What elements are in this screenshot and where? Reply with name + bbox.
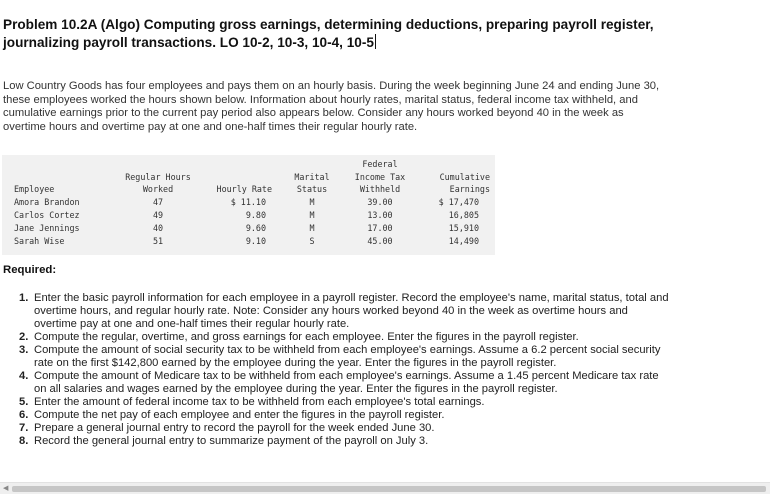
header-hours: Regular Hours	[125, 172, 191, 182]
step-line: overtime pay at one and one-half times their regular hourly rate.	[34, 318, 350, 330]
step-line: Compute the regular, overtime, and gross earnings for each employee. Enter the figures in the payroll register.	[34, 331, 579, 343]
cell-rate: 9.60	[245, 223, 266, 233]
cell-rate: $ 11.10	[230, 197, 266, 207]
text-cursor	[375, 34, 376, 49]
step-number: 2.	[19, 331, 29, 343]
problem-title-line-1: Problem 10.2A (Algo) Computing gross earnings, determining deductions, preparing payroll register,	[3, 17, 654, 32]
cell-hours: 47	[152, 197, 164, 207]
cell-cumulative: $ 17,470	[438, 197, 479, 207]
step-item	[19, 396, 754, 409]
header-status: Marital	[294, 172, 330, 182]
cell-cumulative: 14,490	[448, 236, 479, 246]
step-line: overtime hours, and regular hourly rate. Note: Consider any hours worked beyond 40 in the week as overtime hours and	[34, 305, 628, 317]
step-number: 7.	[19, 422, 29, 434]
cell-cumulative: 16,805	[448, 210, 479, 220]
step-line: rate on the first $142,800 earned by the employee during the year. Enter the figures in the payroll register.	[34, 357, 557, 369]
step-item	[19, 344, 754, 370]
step-item	[19, 409, 754, 422]
cell-status: M	[309, 210, 315, 220]
step-number: 5.	[19, 396, 29, 408]
header-status: Status	[296, 184, 328, 194]
cell-cumulative: 15,910	[448, 223, 479, 233]
step-number: 1.	[19, 292, 29, 304]
cell-fit: 39.00	[367, 197, 393, 207]
step-item	[19, 422, 754, 435]
cell-rate: 9.80	[245, 210, 266, 220]
cell-rate: 9.10	[245, 236, 266, 246]
scrollbar-thumb[interactable]	[12, 486, 766, 492]
cell-fit: 13.00	[367, 210, 393, 220]
intro-line: these employees worked the hours shown below. Information about hourly rates, marital status, federal income tax withheld, and	[3, 93, 638, 106]
required-steps-list	[19, 292, 754, 448]
header-rate: Hourly Rate	[216, 184, 272, 194]
cell-employee: Carlos Cortez	[14, 210, 80, 220]
employee-data-table	[2, 155, 495, 255]
cell-status: M	[309, 197, 315, 207]
step-line: Compute the net pay of each employee and enter the figures in the payroll register.	[34, 409, 445, 421]
step-item	[19, 435, 754, 448]
step-line: Enter the amount of federal income tax to be withheld from each employee's total earnings.	[34, 396, 485, 408]
step-line: on all salaries and wages earned by the employee during the year. Enter the figures in the payroll register.	[34, 383, 558, 395]
cell-status: S	[309, 236, 315, 246]
problem-title	[3, 16, 763, 52]
header-hours: Worked	[142, 184, 174, 194]
cell-hours: 40	[152, 223, 164, 233]
cell-employee: Amora Brandon	[14, 197, 80, 207]
horizontal-scrollbar[interactable]	[0, 482, 770, 494]
cell-fit: 45.00	[367, 236, 393, 246]
header-fit: Federal	[362, 159, 398, 169]
step-item	[19, 331, 754, 344]
cell-employee: Sarah Wise	[14, 236, 65, 246]
required-heading: Required:	[3, 264, 57, 276]
step-line: Prepare a general journal entry to record the payroll for the week ended June 30.	[34, 422, 435, 434]
step-line: Enter the basic payroll information for each employee in a payroll register. Record the employee's name, marital status, total and	[34, 292, 669, 304]
problem-title-line-2	[3, 34, 763, 52]
header-cumulative: Earnings	[449, 184, 490, 194]
step-item	[19, 292, 754, 331]
step-line: Compute the amount of social security tax to be withheld from each employee's earnings. Assume a 6.2 percent social security	[34, 344, 661, 356]
step-number: 8.	[19, 435, 29, 447]
intro-line: cumulative earnings prior to the current pay period also appears below. Consider any hours worked beyond 40 in the week as	[3, 107, 624, 120]
intro-line: overtime hours and overtime pay at one and one-half times their regular hourly rate.	[3, 120, 418, 133]
header-fit: Income Tax	[354, 172, 406, 182]
problem-intro	[3, 80, 763, 134]
step-number: 6.	[19, 409, 29, 421]
header-fit: Withheld	[359, 184, 401, 194]
cell-employee: Jane Jennings	[14, 223, 80, 233]
step-number: 3.	[19, 344, 29, 356]
cell-hours: 49	[152, 210, 164, 220]
cell-hours: 51	[152, 236, 164, 246]
problem-title-line-2-text: journalizing payroll transactions. LO 10-2, 10-3, 10-4, 10-5	[3, 35, 374, 50]
cell-status: M	[309, 223, 315, 233]
triangle-left-icon[interactable]: ◀	[3, 485, 9, 492]
step-item	[19, 370, 754, 396]
intro-line: Low Country Goods has four employees and pays them on an hourly basis. During the week beginning June 24 and ending June 30,	[3, 80, 660, 92]
header-cumulative: Cumulative	[439, 172, 490, 182]
header-employee: Employee	[14, 184, 55, 194]
step-number: 4.	[19, 370, 29, 382]
step-line: Record the general journal entry to summarize payment of the payroll on July 3.	[34, 435, 429, 447]
cell-fit: 17.00	[367, 223, 393, 233]
step-line: Compute the amount of Medicare tax to be withheld from each employee's earnings. Assume a 1.45 percent Medicare tax rate	[34, 370, 659, 382]
